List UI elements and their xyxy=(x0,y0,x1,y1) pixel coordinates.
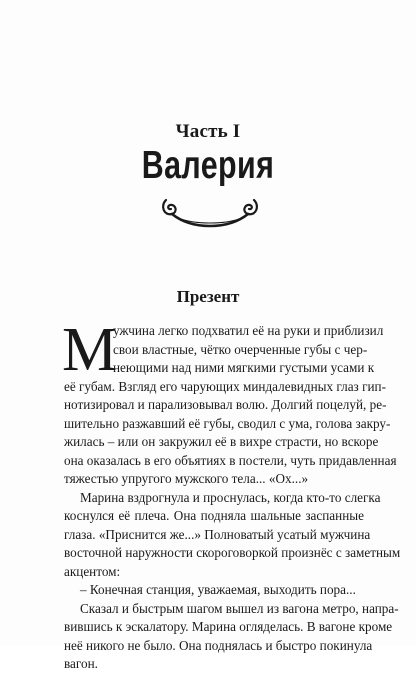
text-line: вагон. xyxy=(64,656,98,671)
section-title: Презент xyxy=(176,287,240,306)
text-line: жилась – или он закружил её в вихре страсти, но вскоре xyxy=(64,434,379,449)
text-line: ужчина легко подхватил её на руки и приблизил xyxy=(113,323,384,338)
text-line: вившись к эскалатору. Марина огляделась. В вагоне кроме xyxy=(64,619,393,634)
text-line: Сказал и быстрым шагом вышел из вагона метро, напра- xyxy=(80,600,399,616)
text-line: её губам. Взгляд его чарующих миндалевидных глаз гип- xyxy=(64,378,386,394)
text-line: нотизировал и парализовывал волю. Долгий поцелуй, ре- xyxy=(64,397,387,412)
flourish-ornament-icon xyxy=(158,192,262,232)
text-line: восточной наружности скороговоркой произнёс с заметным xyxy=(64,545,401,560)
text-line: акцентом: xyxy=(64,563,121,579)
text-line: шительно разжавший её губы, сводил с ума, голова закру- xyxy=(64,415,391,431)
text-line: – Конечная станция, уважаемая, выходить пора... xyxy=(80,582,356,597)
text-line: Марина вздрогнула и проснулась, когда кто-то слегка xyxy=(80,489,381,505)
text-line: свои властные, чётко очерченные губы с чер- xyxy=(113,341,368,357)
drop-cap: М xyxy=(62,316,118,384)
text-line: глаза. «Приснится же...» Полноватый усатый мужчина xyxy=(64,526,371,542)
text-line: неё никого не было. Она поднялась и быстро покинула xyxy=(64,637,373,653)
part-title: Валерия xyxy=(141,144,275,187)
body-text xyxy=(62,316,401,674)
text-line: коснулся её плеча. Она подняла шальные заспанные xyxy=(64,508,364,523)
text-line: неющими над ними мягкими густыми усами к xyxy=(113,360,375,375)
part-label: Часть I xyxy=(175,121,241,142)
text-line: она оказалась в его объятиях в постели, чуть придавленная xyxy=(64,452,397,468)
text-line: тяжестью упругого мужского тела... «Ох...» xyxy=(64,471,309,486)
